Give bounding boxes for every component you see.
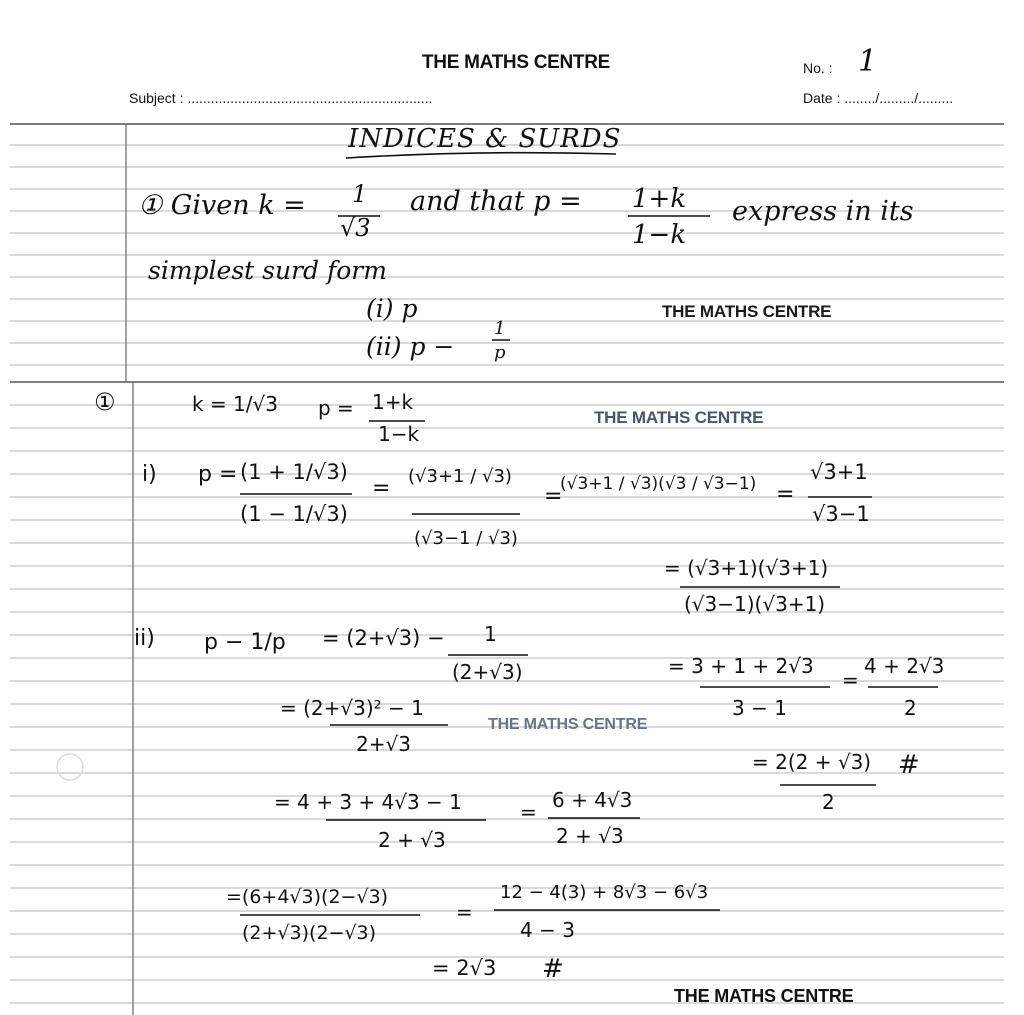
given-p-lhs: p =: [318, 396, 354, 420]
part-i-step1-num: (1 + 1/√3): [240, 460, 348, 484]
part-i-label: i): [142, 462, 157, 487]
part-i-step1-den: (1 − 1/√3): [240, 502, 348, 526]
question-part-ii: (ii) p −: [366, 332, 455, 361]
p-denominator: 1−k: [632, 220, 687, 250]
part-ii-step5-den: (2+√3)(2−√3): [242, 922, 377, 944]
part-i-step4-num: √3+1: [810, 460, 868, 484]
question-line1-lead: ① Given k =: [138, 190, 306, 221]
stamp-watermark-4: THE MATHS CENTRE: [674, 986, 854, 1006]
question-line2: simplest surd form: [148, 256, 387, 285]
part-i-step2-num: (√3+1 / √3): [408, 466, 512, 487]
part-i-eq1: =: [372, 476, 391, 501]
part-ii-label: ii): [134, 626, 155, 651]
part-ii-step1-num: 1: [484, 622, 497, 646]
part-i-step5-den: (√3−1)(√3+1): [684, 592, 826, 616]
given-k: k = 1/√3: [192, 392, 278, 416]
part-i-step2-den: (√3−1 / √3): [414, 528, 518, 549]
part-i-step3: (√3+1 / √3)(√3 / √3−1): [560, 474, 757, 494]
subject-field: Subject : ...............................................................: [129, 90, 433, 106]
stamp-watermark-3: THE MATHS CENTRE: [488, 716, 648, 733]
result-step1-den: 3 − 1: [732, 696, 787, 720]
part-i-step4-den: √3−1: [812, 502, 870, 526]
part-i-eq2: =: [544, 484, 563, 509]
result-eq: =: [842, 668, 859, 692]
question-part-i: (i) p: [366, 294, 418, 323]
result-step2-den: 2: [904, 696, 917, 720]
part-ii-step1-den: (2+√3): [452, 660, 523, 684]
part-i-step5-num: = (√3+1)(√3+1): [664, 556, 829, 580]
part-ii-hash-mark: #: [542, 954, 564, 984]
part-ii-eq3: =: [520, 800, 537, 824]
date-field: Date : ......../........./.........: [803, 90, 954, 106]
part-i-step1-lhs: p =: [198, 462, 238, 487]
part-ii-step3-num: = 4 + 3 + 4√3 − 1: [274, 790, 462, 814]
part-ii-step3-den: 2 + √3: [378, 828, 446, 852]
sheet-number-label: No. :: [803, 60, 833, 76]
part-ii-final: = 2√3: [432, 956, 497, 980]
part-ii-step2-den: 2+√3: [356, 732, 411, 756]
part-ii-step4-den: 2 + √3: [556, 824, 624, 848]
part-i-eq3: =: [776, 482, 795, 507]
k-denominator: √3: [340, 214, 371, 242]
given-p-den: 1−k: [378, 422, 420, 446]
p-numerator: 1+k: [632, 184, 687, 214]
result-step2-num: 4 + 2√3: [864, 654, 945, 678]
question-heading: INDICES & SURDS: [348, 124, 622, 154]
express-text: express in its: [732, 196, 914, 227]
result-step3-num: = 2(2 + √3): [752, 750, 872, 774]
k-numerator: 1: [352, 180, 368, 208]
stamp-watermark-2: THE MATHS CENTRE: [594, 408, 764, 427]
part-ii-step1: = (2+√3) −: [322, 626, 445, 650]
part-ii-denominator: p: [494, 342, 506, 363]
part-ii-step5-num: =(6+4√3)(2−√3): [226, 886, 389, 908]
sheet-number-value: 1: [858, 44, 878, 79]
part-ii-lhs: p − 1/p: [204, 630, 286, 655]
solution-number: ①: [94, 388, 116, 416]
part-ii-eq5: =: [456, 900, 473, 924]
part-ii-step4-num: 6 + 4√3: [552, 788, 633, 812]
part-ii-step6-num: 12 − 4(3) + 8√3 − 6√3: [500, 882, 709, 903]
sheet-title: THE MATHS CENTRE: [422, 52, 611, 73]
stamp-watermark-1: THE MATHS CENTRE: [662, 302, 832, 321]
given-p-num: 1+k: [372, 390, 414, 414]
part-ii-step2-num: = (2+√3)² − 1: [280, 696, 424, 720]
part-ii-step6-den: 4 − 3: [520, 918, 575, 942]
part-ii-numerator: 1: [494, 318, 506, 339]
result-step3-den: 2: [822, 790, 835, 814]
result-step1-num: = 3 + 1 + 2√3: [668, 654, 814, 678]
and-that-text: and that p =: [410, 186, 582, 217]
result-hash-mark: #: [898, 750, 920, 780]
